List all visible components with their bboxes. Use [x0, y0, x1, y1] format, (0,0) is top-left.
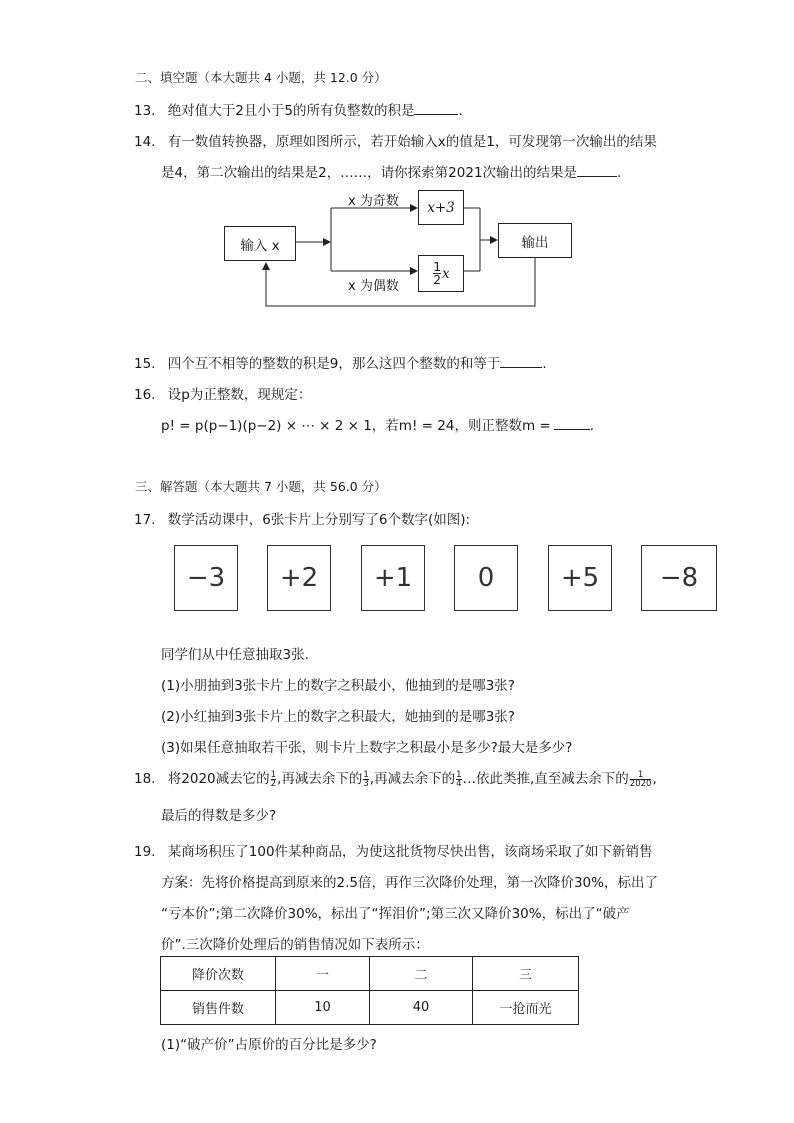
number-card: +5 — [548, 545, 612, 611]
input-label: 输入 x — [240, 237, 280, 254]
sales-table — [160, 956, 579, 1025]
question-17-intro: 同学们从中任意抽取3张. — [161, 647, 309, 663]
question-number: 17. — [134, 512, 156, 528]
question-16-line2 — [161, 414, 594, 434]
question-19-line2: 方案：先将价格提高到原来的2.5倍，再作三次降价处理，第一次降价30%，标出了 — [161, 875, 658, 891]
punctuation: . — [617, 165, 622, 181]
question-text: 有一数值转换器，原理如图所示，若开始输入x的值是1，可发现第一次输出的结果 — [167, 134, 657, 150]
input-box — [224, 226, 296, 261]
half-fraction — [433, 261, 441, 286]
question-18-line1 — [134, 767, 657, 788]
section-heading: 二、填空题（本大题共 4 小题，共 12.0 分） — [135, 70, 387, 85]
output-label: 输出 — [521, 234, 549, 251]
question-19-sub1: (1)“破产价”占原价的百分比是多少? — [161, 1037, 377, 1053]
table-cell: 三 — [473, 957, 579, 991]
table-cell: 二 — [370, 957, 473, 991]
number-card: +1 — [361, 545, 425, 611]
fraction: $\frac{1}{3}$ — [363, 769, 369, 789]
question-18-line2: 最后的得数是多少? — [161, 808, 277, 824]
table-cell: 销售件数 — [161, 991, 276, 1025]
table-cell: 10 — [276, 991, 370, 1025]
question-number: 15. — [134, 356, 156, 372]
odd-operation-box — [418, 190, 464, 225]
punctuation: . — [542, 356, 547, 372]
question-19-line3: “亏本价”;第二次降价30%，标出了“挥泪价”;第三次又降价30%，标出了“破产 — [161, 906, 630, 922]
punctuation: . — [589, 418, 594, 434]
odd-condition-label: x 为奇数 — [348, 194, 399, 209]
odd-operation-text: x+3 — [427, 199, 455, 216]
punctuation: , — [652, 771, 657, 787]
number-card: 0 — [454, 545, 518, 611]
question-number: 13. — [134, 103, 156, 119]
question-19-line1 — [134, 840, 653, 860]
question-text: 是4，第二次输出的结果是2，……，请你探索第2021次输出的结果是 — [161, 165, 578, 181]
table-cell: 降价次数 — [161, 957, 276, 991]
table-cell: 一抢而光 — [473, 991, 579, 1025]
question-text: 数学活动课中，6张卡片上分别写了6个数字(如图): — [167, 512, 471, 528]
output-box — [498, 223, 572, 258]
number-card: +2 — [267, 545, 331, 611]
question-17 — [134, 508, 470, 528]
question-text: 四个互不相等的整数的积是9，那么这四个整数的和等于 — [167, 356, 501, 372]
question-text: 某商场积压了100件某种商品，为使这批货物尽快出售，该商场采取了如下新销售 — [167, 844, 653, 860]
question-number: 14. — [134, 134, 156, 150]
question-text: 绝对值大于2且小于5的所有负整数的积是 — [167, 103, 415, 119]
even-operation-box — [418, 255, 464, 292]
table-cell: 40 — [370, 991, 473, 1025]
number-card: −3 — [174, 545, 238, 611]
sub-question-3: (3)如果任意抽取若干张，则卡片上数字之积最小是多少?最大是多少? — [161, 740, 573, 756]
punctuation: . — [458, 103, 463, 119]
table-row — [161, 991, 579, 1025]
question-text: 将2020减去它的 — [167, 771, 270, 787]
question-19-line4: 价”.三次降价处理后的销售情况如下表所示： — [161, 937, 429, 953]
question-text: ,再减去余下的 — [369, 771, 456, 787]
fraction: $\frac{1}{2020}$ — [629, 769, 652, 789]
question-text: 设p为正整数，现规定： — [167, 387, 312, 403]
sub-question-2: (2)小红抽到3张卡片上的数字之积最大，她抽到的是哪3张? — [161, 709, 515, 725]
section-heading: 三、解答题（本大题共 7 小题，共 56.0 分） — [135, 479, 387, 494]
variable-x: x — [442, 265, 450, 282]
question-16-line1 — [134, 383, 311, 403]
sub-question-1: (1)小朋抽到3张卡片上的数字之积最小，他抽到的是哪3张? — [161, 678, 515, 694]
fraction: $\frac{1}{2}$ — [270, 769, 277, 789]
number-card: −8 — [641, 545, 717, 611]
question-number: 19. — [134, 844, 156, 860]
fraction-numerator: 1 — [433, 260, 441, 274]
question-text: …依此类推,直至减去余下的 — [462, 771, 629, 787]
question-number: 16. — [134, 387, 156, 403]
fraction-denominator: 2 — [433, 273, 441, 287]
question-number: 18. — [134, 771, 156, 787]
answer-blank — [554, 417, 590, 430]
even-condition-label: x 为偶数 — [348, 279, 399, 294]
table-row — [161, 957, 579, 991]
table-cell: 一 — [276, 957, 370, 991]
question-text: ,再减去余下的 — [277, 771, 363, 787]
factorial-definition: p! = p(p−1)(p−2) × ⋯ × 2 × 1，若m! = 24，则正整数m = — [161, 418, 551, 434]
question-15 — [134, 352, 547, 372]
answer-blank — [500, 355, 542, 368]
fraction: $\frac{1}{4}$ — [456, 769, 462, 789]
